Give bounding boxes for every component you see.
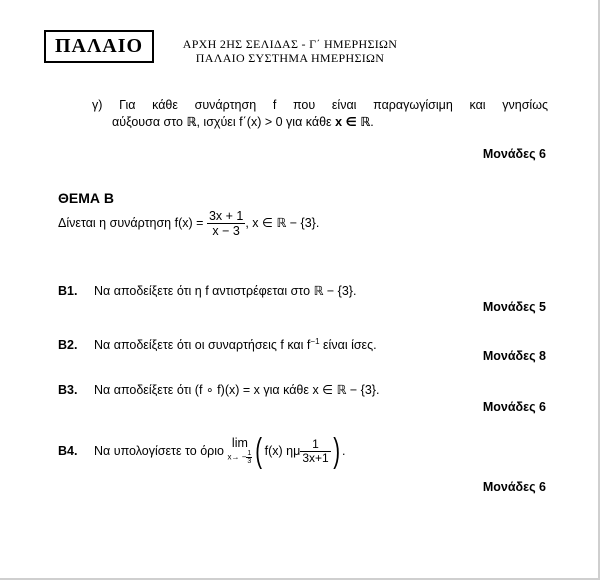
lim-word: lim — [231, 436, 248, 450]
theme-b-function-def — [58, 208, 319, 238]
item-g-text-2a: αύξουσα στο — [112, 115, 187, 129]
b1-marks: Μονάδες 5 — [482, 300, 546, 314]
b3-end: . — [375, 383, 380, 397]
function-domain: , x ∈ ℝ − {3}. — [245, 216, 320, 230]
item-g-label: γ) — [92, 98, 103, 112]
b2-label: Β2. — [58, 338, 78, 353]
b3-question — [58, 382, 379, 398]
b1-text: Να αποδείξετε ότι η f αντιστρέφεται στο — [94, 284, 314, 298]
b2-text-a: Να αποδείξετε ότι οι συναρτήσεις f και f — [94, 338, 311, 353]
b3-label: Β3. — [58, 383, 78, 397]
b4-question — [58, 428, 346, 474]
lim-sub-den: 3 — [247, 458, 252, 465]
b2-inverse-sup: −1 — [310, 337, 320, 346]
b1-domain: ℝ − {3} — [313, 284, 353, 298]
b2-text-b: είναι ίσες. — [319, 338, 377, 353]
limit-operator — [228, 437, 253, 465]
b4-end: . — [342, 444, 346, 458]
function-numerator: 3x + 1 — [208, 208, 244, 223]
item-g-line-2 — [112, 114, 374, 130]
item-g-text-2b: , ισχύει — [196, 115, 240, 129]
b3-text-a: Να αποδείξετε ότι — [94, 383, 195, 397]
derivative-condition: f΄(x) > 0 — [239, 115, 283, 129]
old-system-label: ΠΑΛΑΙΟ — [44, 30, 154, 63]
lim-subscript — [228, 450, 253, 465]
b4-text: Να υπολογίσετε το όριο — [94, 444, 225, 458]
b3-domain: x ∈ ℝ − {3} — [312, 383, 376, 397]
x-in-reals: x ∈ ℝ — [335, 115, 371, 129]
theme-b-title: ΘΕΜΑ Β — [58, 190, 114, 206]
b3-text-b: για κάθε — [259, 383, 313, 397]
limit-inner-fraction — [300, 438, 330, 465]
b4-marks: Μονάδες 6 — [482, 480, 546, 494]
item-g-marks: Μονάδες 6 — [482, 147, 546, 161]
right-paren: ) — [332, 432, 340, 470]
function-lhs: f(x) = — [174, 216, 204, 230]
b3-composition: (f ∘ f)(x) = x — [194, 383, 260, 397]
lim-sub-num: 1 — [247, 450, 252, 457]
header-line-1: ΑΡΧΗ 2ΗΣ ΣΕΛΙΔΑΣ - Γ΄ ΗΜΕΡΗΣΙΩΝ — [182, 37, 398, 51]
b2-question — [58, 334, 377, 353]
b2-marks: Μονάδες 8 — [482, 349, 546, 363]
b4-label: Β4. — [58, 444, 78, 458]
b1-label: Β1. — [58, 284, 78, 298]
function-fraction — [207, 209, 245, 238]
b1-end: . — [352, 284, 357, 298]
item-g-line-1 — [92, 97, 548, 113]
item-g-end: . — [370, 115, 374, 129]
theme-b-intro: Δίνεται η συνάρτηση — [58, 216, 172, 230]
reals-symbol: ℝ — [186, 115, 197, 129]
function-denominator: x − 3 — [212, 223, 240, 238]
item-g-text-1: Για κάθε συνάρτηση f που είναι παραγωγίσιμη και γνησίως — [119, 98, 548, 112]
limit-inner-text: f(x) ημ — [264, 444, 301, 458]
lim-sub-prefix: x→ − — [227, 452, 247, 462]
lim-sub-fraction — [246, 450, 252, 465]
item-g-text-2c: για κάθε — [282, 115, 336, 129]
header-line-2: ΠΑΛΑΙΟ ΣΥΣΤΗΜΑ ΗΜΕΡΗΣΙΩΝ — [195, 51, 385, 65]
limit-inner-den: 3x+1 — [302, 450, 329, 465]
limit-inner-num: 1 — [300, 438, 330, 452]
left-paren: ( — [255, 432, 263, 470]
b1-question — [58, 283, 356, 299]
b3-marks: Μονάδες 6 — [482, 400, 546, 414]
